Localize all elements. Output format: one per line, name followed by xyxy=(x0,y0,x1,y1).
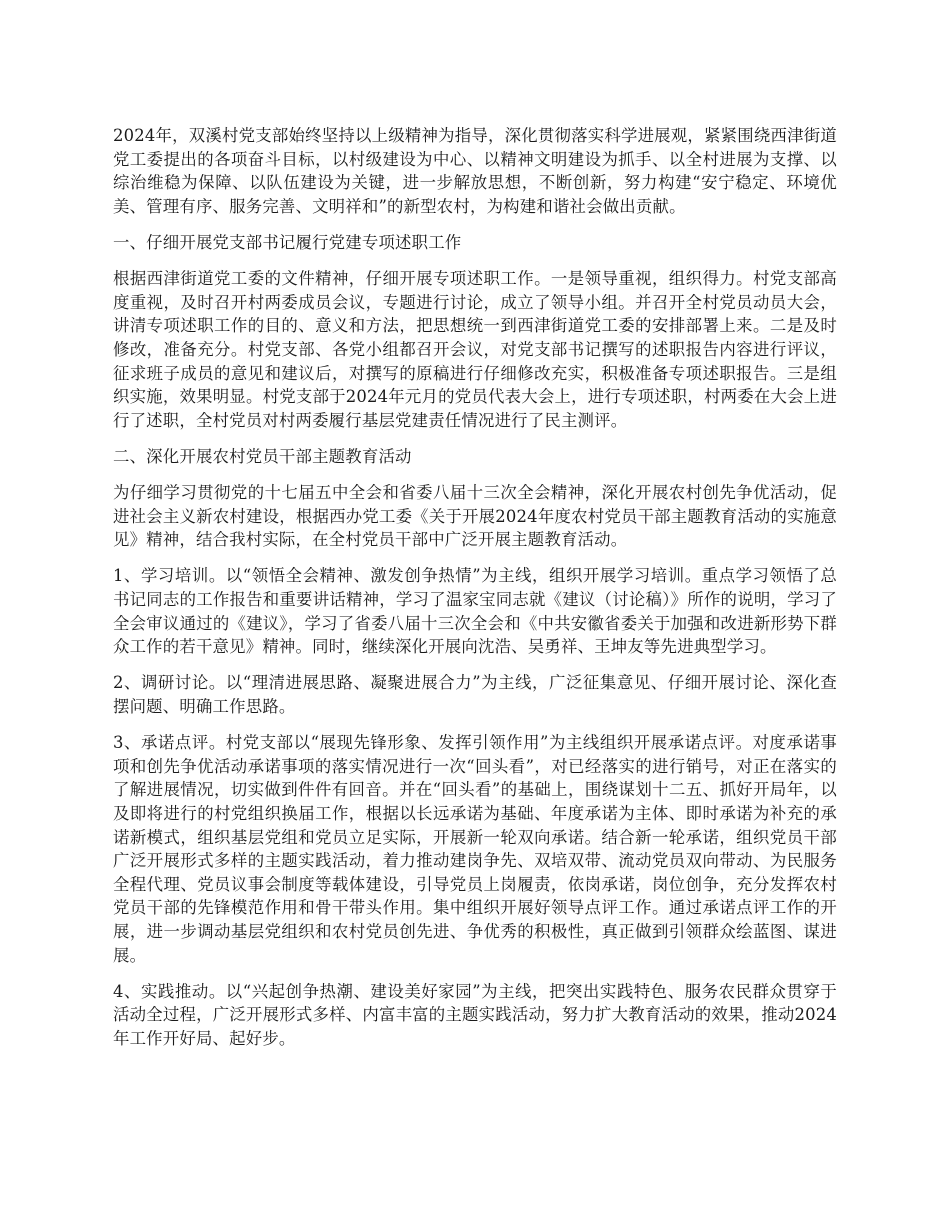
section-heading-1: 一、仔细开展党支部书记履行党建专项述职工作 xyxy=(113,232,462,252)
document-body xyxy=(113,124,837,1063)
item-1-study-training: 1、学习培训。以“领悟全会精神、激发创争热情”为主线，组织开展学习培训。重点学习领悟了总书记同志的工作报告和重要讲话精神，学习了温家宝同志就《建议（讨论稿）》所作的说明，学习了全会审议通过的《建议》，学习了省委八届十三次全会和《中共安徽省委关于加强和改进新形势下群众工作的若干意见》精神。同时，继续深化开展向沈浩、吴勇祥、王坤友等先进典型学习。 xyxy=(113,566,837,657)
intro-paragraph: 2024年，双溪村党支部始终坚持以上级精神为指导，深化贯彻落实科学进展观，紧紧围绕西津街道党工委提出的各项奋斗目标，以村级建设为中心、以精神文明建设为抓手、以全村进展为支撑、以综治维稳为保障、以队伍建设为关键，进一步解放思想，不断创新，努力构建“安宁稳定、环境优美、管理有序、服务完善、文明祥和”的新型农村，为构建和谐社会做出贡献。 xyxy=(113,126,837,216)
section-heading-2: 二、深化开展农村党员干部主题教育活动 xyxy=(113,446,412,466)
item-3-commitment-review: 3、承诺点评。村党支部以“展现先锋形象、发挥引领作用”为主线组织开展承诺点评。对度承诺事项和创先争优活动承诺事项的落实情况进行一次“回头看”，对已经落实的进行销号，对正在落实的了解进展情况，切实做到件件有回音。并在“回头看”的基础上，围绕谋划十二五、抓好开局年，以及即将进行的村党组织换届工作，根据以长远承诺为基础、年度承诺为主体、即时承诺为补充的承诺新模式，组织基层党组和党员立足实际，开展新一轮双向承诺。结合新一轮承诺，组织党员干部广泛开展形式多样的主题实践活动，着力推动建岗争先、双培双带、流动党员双向带动、为民服务全程代理、党员议事会制度等载体建设，引导党员上岗履责，依岗承诺，岗位创争，充分发挥农村党员干部的先锋模范作用和骨干带头作用。集中组织开展好领导点评工作。通过承诺点评工作的开展，进一步调动基层党组织和农村党员创先进、争优秀的积极性，真正做到引领群众绘蓝图、谋进展。 xyxy=(113,733,837,965)
item-4-practice-promotion: 4、实践推动。以“兴起创争热潮、建设美好家园”为主线，把突出实践特色、服务农民群众贯穿于活动全过程，广泛开展形式多样、内富丰富的主题实践活动，努力扩大教育活动的效果，推动2024年工作开好局、起好步。 xyxy=(113,981,837,1048)
section-2-paragraph: 为仔细学习贯彻党的十七届五中全会和省委八届十三次全会精神，深化开展农村创先争优活动，促进社会主义新农村建设，根据西办党工委《关于开展2024年度农村党员干部主题教育活动的实施意见》精神，结合我村实际，在全村党员干部中广泛开展主题教育活动。 xyxy=(113,483,837,550)
section-1-paragraph: 根据西津街道党工委的文件精神，仔细开展专项述职工作。一是领导重视，组织得力。村党支部高度重视，及时召开村两委成员会议，专题进行讨论，成立了领导小组。并召开全村党员动员大会，讲清专项述职工作的目的、意义和方法，把思想统一到西津街道党工委的安排部署上来。二是及时修改，准备充分。村党支部、各党小组都召开会议，对党支部书记撰写的述职报告内容进行评议，征求班子成员的意见和建议后，对撰写的原稿进行仔细修改充实，积极准备专项述职报告。三是组织实施，效果明显。村党支部于2024年元月的党员代表大会上，进行专项述职，村两委在大会上进行了述职，全村党员对村两委履行基层党建责任情况进行了民主测评。 xyxy=(113,269,837,430)
item-2-research-discussion: 2、调研讨论。以“理清进展思路、凝聚进展合力”为主线，广泛征集意见、仔细开展讨论、深化查摆问题、明确工作思路。 xyxy=(113,673,837,717)
